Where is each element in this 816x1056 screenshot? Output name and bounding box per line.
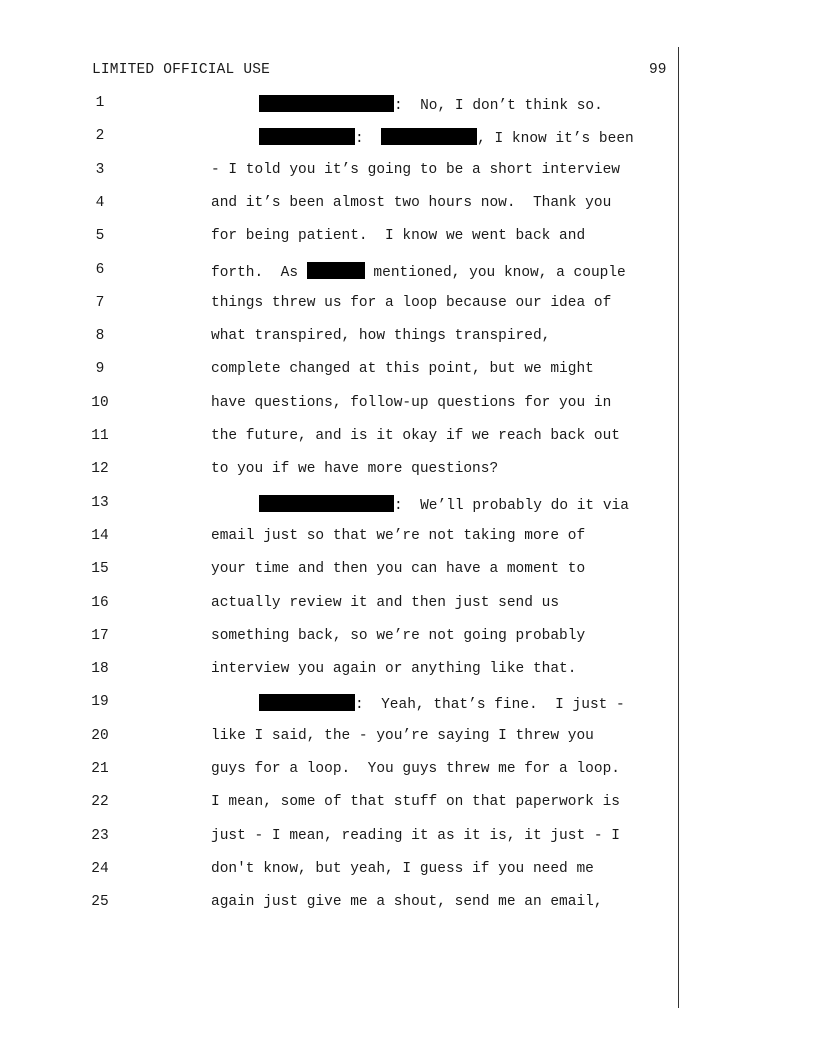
line-text xyxy=(211,528,585,544)
line-number: 16 xyxy=(91,594,109,611)
transcript-line xyxy=(0,694,816,714)
text-segment: again just give me a shout, send me an email, xyxy=(211,894,603,911)
line-number: 14 xyxy=(91,527,109,544)
line-number: 12 xyxy=(91,461,109,478)
line-number: 1 xyxy=(95,95,105,111)
line-text xyxy=(211,894,603,910)
transcript-line xyxy=(0,794,816,814)
transcript-line xyxy=(0,495,816,515)
redaction-block xyxy=(259,495,394,512)
transcript-line xyxy=(0,861,816,881)
text-segment: things threw us for a loop because our idea of xyxy=(211,294,612,311)
line-number: 2 xyxy=(95,128,105,145)
transcript-line xyxy=(0,262,816,282)
page-number: 99 xyxy=(649,62,667,78)
text-segment: forth. As xyxy=(211,264,307,281)
transcript-line xyxy=(0,561,816,581)
line-number: 19 xyxy=(91,694,109,711)
transcript-line xyxy=(0,428,816,448)
text-segment: what transpired, how things transpired, xyxy=(211,328,551,345)
line-text xyxy=(211,361,594,377)
transcript-line xyxy=(0,128,816,148)
transcript-line xyxy=(0,162,816,182)
line-number: 15 xyxy=(91,561,109,578)
line-text xyxy=(259,128,634,147)
line-number: 13 xyxy=(91,494,109,511)
transcript-line xyxy=(0,361,816,381)
line-text xyxy=(211,861,594,877)
text-segment: actually review it and then just send us xyxy=(211,594,560,611)
text-segment: just - I mean, reading it as it is, it just - I xyxy=(211,827,620,844)
text-segment: for being patient. I know we went back and xyxy=(211,228,586,245)
line-text xyxy=(259,694,625,713)
text-segment: and it’s been almost two hours now. Thank you xyxy=(211,194,612,211)
line-text xyxy=(211,262,626,281)
transcript-line xyxy=(0,228,816,248)
text-segment: mentioned, you know, a couple xyxy=(364,264,626,281)
classification-header: LIMITED OFFICIAL USE xyxy=(92,62,271,78)
redaction-block xyxy=(307,262,365,279)
transcript-line xyxy=(0,595,816,615)
transcript-line xyxy=(0,195,816,215)
text-segment: complete changed at this point, but we might xyxy=(211,361,594,378)
line-text xyxy=(259,95,603,114)
line-number: 17 xyxy=(91,627,109,644)
line-text xyxy=(211,395,611,411)
text-segment: to you if we have more questions? xyxy=(211,461,499,478)
line-number: 9 xyxy=(95,361,105,378)
redaction-block xyxy=(259,694,355,711)
text-segment: I mean, some of that stuff on that paperwork is xyxy=(211,794,620,811)
line-number: 7 xyxy=(95,294,105,311)
text-segment: : xyxy=(355,131,382,148)
line-text xyxy=(211,561,585,577)
line-text xyxy=(211,228,585,244)
text-segment: interview you again or anything like that. xyxy=(211,661,577,678)
transcript-line xyxy=(0,295,816,315)
redaction-block xyxy=(259,128,355,145)
line-number: 6 xyxy=(95,261,105,278)
text-segment: email just so that we’re not taking more of xyxy=(211,527,586,544)
line-text xyxy=(211,328,550,344)
line-number: 24 xyxy=(91,860,109,877)
line-number: 8 xyxy=(95,328,105,345)
line-number: 4 xyxy=(95,194,105,211)
text-segment: the future, and is it okay if we reach back out xyxy=(211,428,620,444)
line-text xyxy=(211,461,498,477)
line-number: 20 xyxy=(91,727,109,744)
transcript-line xyxy=(0,761,816,781)
redaction-block xyxy=(381,128,477,145)
text-segment: like I said, the - you’re saying I threw you xyxy=(211,727,594,744)
text-segment: : We’ll probably do it via xyxy=(394,497,629,514)
text-segment: - I told you it’s going to be a short interview xyxy=(211,161,620,178)
transcript-line xyxy=(0,828,816,848)
line-text xyxy=(211,595,559,611)
transcript-line xyxy=(0,628,816,648)
line-text xyxy=(211,728,594,744)
line-text xyxy=(211,794,620,810)
line-number: 21 xyxy=(91,761,109,777)
transcript-line xyxy=(0,894,816,914)
line-text xyxy=(211,428,620,444)
transcript-line xyxy=(0,661,816,681)
line-number: 3 xyxy=(95,161,105,178)
line-number: 22 xyxy=(91,794,109,811)
line-number: 11 xyxy=(91,428,109,444)
line-number: 5 xyxy=(95,228,105,245)
text-segment: guys for a loop. You guys threw me for a loop. xyxy=(211,761,620,777)
transcript-line xyxy=(0,328,816,348)
line-text xyxy=(211,628,585,644)
line-text xyxy=(211,295,611,311)
line-text xyxy=(211,828,620,844)
line-number: 18 xyxy=(91,661,109,678)
text-segment: have questions, follow-up questions for you in xyxy=(211,394,612,411)
line-text xyxy=(259,495,629,514)
line-text xyxy=(211,162,620,178)
transcript-line xyxy=(0,95,816,115)
transcript-line xyxy=(0,395,816,415)
text-segment: your time and then you can have a moment to xyxy=(211,561,586,578)
redaction-block xyxy=(259,95,394,112)
text-segment: don't know, but yeah, I guess if you need me xyxy=(211,860,594,877)
transcript-line xyxy=(0,461,816,481)
text-segment: : Yeah, that’s fine. I just - xyxy=(355,697,625,714)
line-number: 10 xyxy=(91,394,109,411)
text-segment: something back, so we’re not going probably xyxy=(211,627,586,644)
line-text xyxy=(211,761,620,777)
transcript-line xyxy=(0,728,816,748)
line-text xyxy=(211,661,576,677)
text-segment: , I know it’s been xyxy=(477,131,634,148)
transcript-line xyxy=(0,528,816,548)
line-number: 25 xyxy=(91,894,109,911)
line-text xyxy=(211,195,611,211)
text-segment: : No, I don’t think so. xyxy=(394,98,603,114)
line-number: 23 xyxy=(91,827,109,844)
